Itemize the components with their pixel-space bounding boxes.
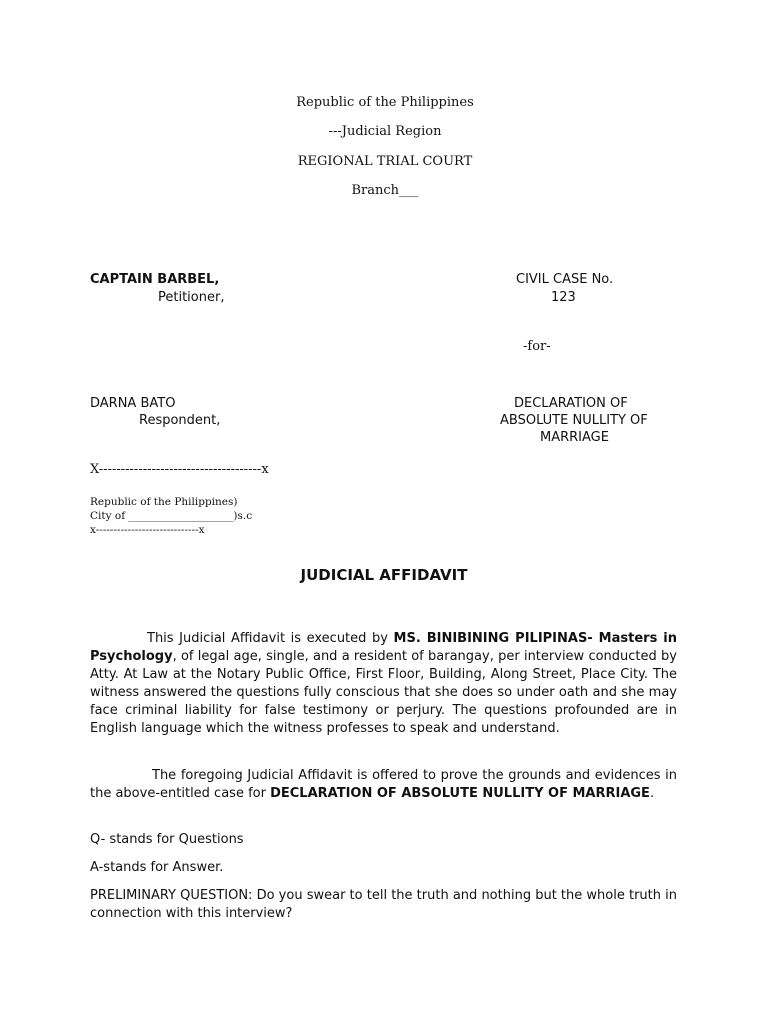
header-region: ---Judicial Region bbox=[328, 124, 442, 139]
header-republic: Republic of the Philippines bbox=[296, 95, 474, 110]
case-number: 123 bbox=[551, 290, 576, 305]
purpose-paragraph bbox=[90, 767, 677, 803]
venue-republic: Republic of the Philippines) bbox=[90, 496, 238, 508]
case-title-line-3: MARRIAGE bbox=[540, 430, 609, 445]
respondent-role: Respondent, bbox=[139, 413, 221, 428]
venue-city: City of ____________________)s.c bbox=[90, 510, 253, 522]
a-legend: A-stands for Answer. bbox=[90, 860, 224, 875]
header-court: REGIONAL TRIAL COURT bbox=[297, 154, 473, 169]
affiant-name: MS. BINIBINING PILIPINAS- Masters in Psychology bbox=[90, 631, 677, 664]
case-label: CIVIL CASE No. bbox=[516, 272, 614, 287]
case-title-line-1: DECLARATION OF bbox=[514, 396, 628, 411]
affidavit-intro-rest: , of legal age, single, and a resident of barangay, per interview conducted by Atty. At Law at the Notary Public Office, First Floor, Building, Along Street, Place City. The witness answered the questions fully conscious that she does so under oath and she may face criminal liability for false testimony or perjury. The questions profounded are in English language which the witness professes to speak and understand. bbox=[90, 649, 677, 736]
q-legend: Q- stands for Questions bbox=[90, 832, 244, 847]
affidavit-intro-paragraph bbox=[90, 630, 677, 738]
purpose-case-title: DECLARATION OF ABSOLUTE NULLITY OF MARRIAGE bbox=[270, 786, 650, 801]
petitioner-name: CAPTAIN BARBEL, bbox=[90, 272, 220, 287]
purpose-text: The foregoing Judicial Affidavit is offered to prove the grounds and evidences in the above-entitled case for bbox=[90, 768, 677, 801]
caption-divider: X-------------------------------------x bbox=[90, 462, 269, 477]
case-title-line-2: ABSOLUTE NULLITY OF bbox=[500, 413, 648, 428]
respondent-name: DARNA BATO bbox=[90, 396, 176, 411]
purpose-end: . bbox=[649, 786, 655, 801]
document-title: JUDICIAL AFFIDAVIT bbox=[300, 566, 468, 584]
petitioner-role: Petitioner, bbox=[158, 290, 225, 305]
preliminary-question: PRELIMINARY QUESTION: Do you swear to tell the truth and nothing but the whole truth in connection with this interview? bbox=[90, 888, 677, 921]
header-branch: Branch___ bbox=[351, 183, 419, 198]
venue-divider: x-----------------------------x bbox=[90, 524, 205, 536]
affidavit-intro-text: This Judicial Affidavit is executed by bbox=[147, 631, 394, 646]
for-label: -for- bbox=[523, 339, 551, 354]
